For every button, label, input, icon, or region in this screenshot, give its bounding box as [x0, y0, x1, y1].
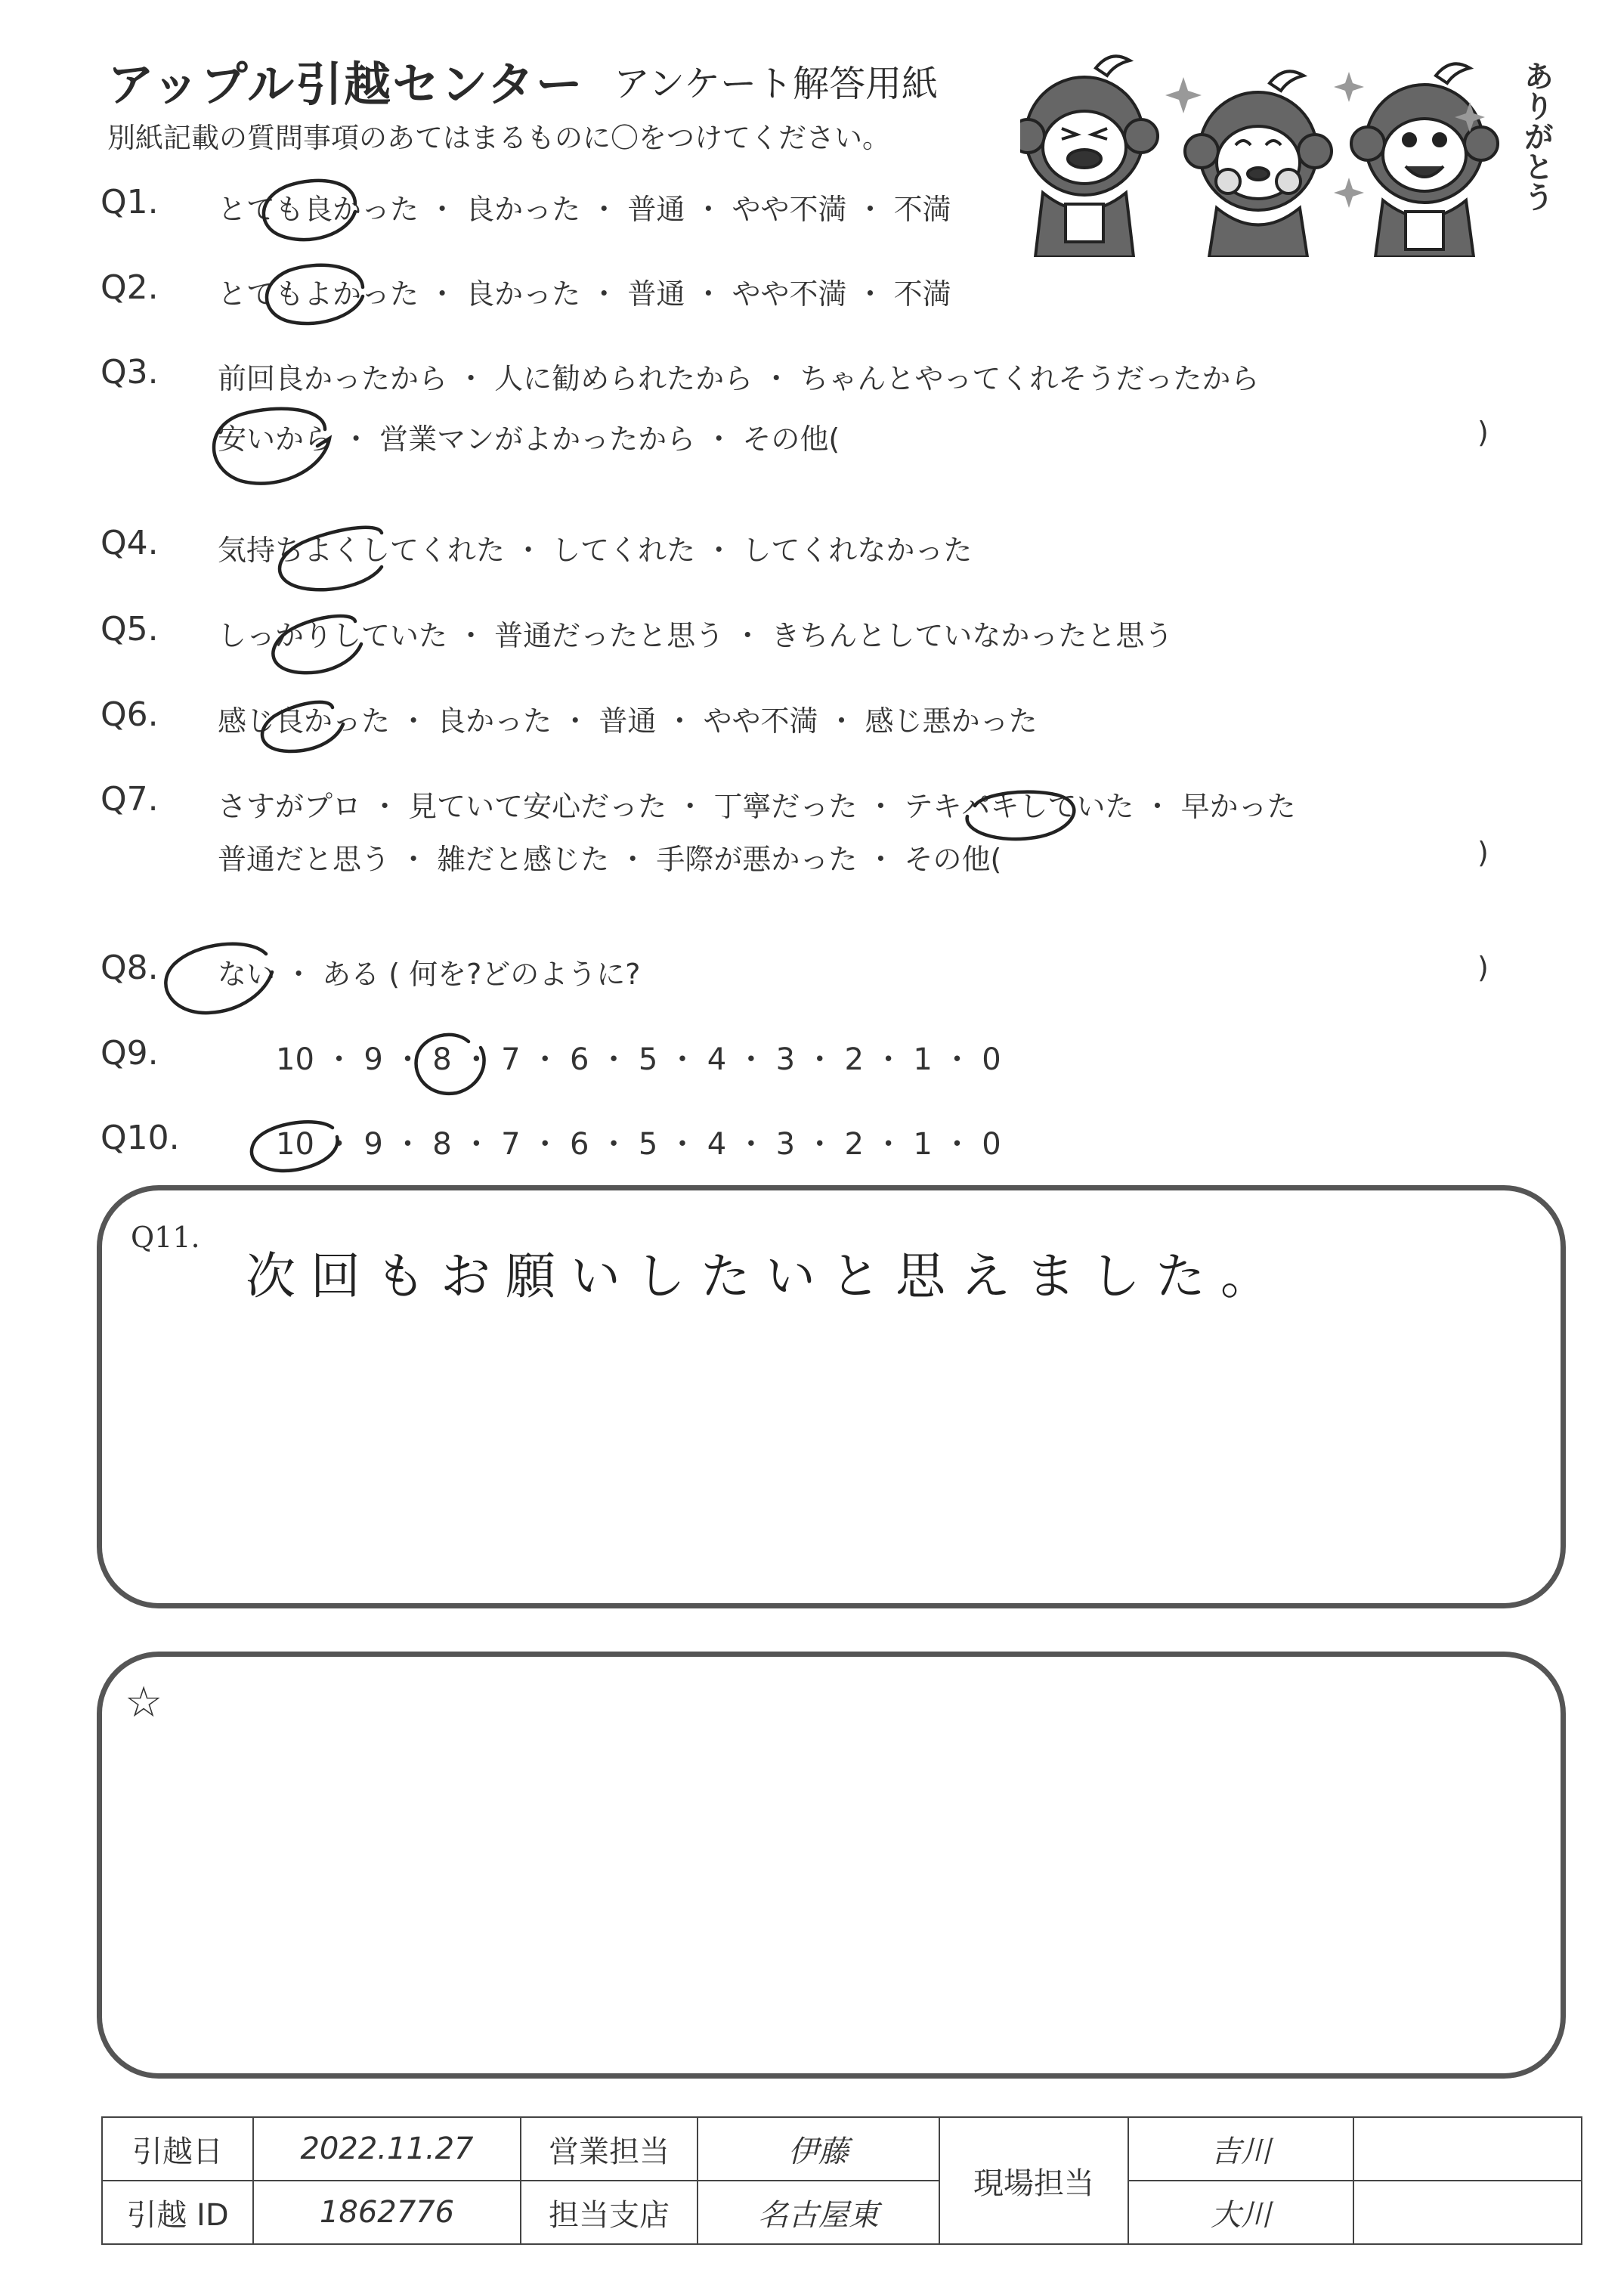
q8-options: ない ・ ある ( 何を?どのように? — [218, 958, 641, 991]
company-title: アップル引越センター — [107, 57, 584, 112]
sales-rep-value: 伊藤 — [698, 2117, 939, 2181]
move-info-table — [101, 2116, 1582, 2245]
q6-label: Q6. — [101, 695, 159, 734]
q5-label: Q5. — [101, 610, 159, 649]
q9-label: Q9. — [101, 1034, 159, 1073]
q11-comment-box[interactable] — [97, 1185, 1566, 1608]
mascot-thanks-text: ありがとう — [1519, 60, 1554, 212]
q8-label: Q8. — [101, 949, 159, 987]
q4-options: 気持ちよくしてくれた ・ してくれた ・ してくれなかった — [218, 534, 973, 567]
move-date-label: 引越日 — [102, 2117, 253, 2181]
q1-label: Q1. — [101, 183, 159, 221]
branch-value: 名古屋東 — [698, 2181, 939, 2244]
site-staff-1: 吉川 — [1128, 2117, 1353, 2181]
q8-close-paren: ) — [1477, 951, 1489, 984]
move-date-value: 2022.11.27 — [253, 2117, 521, 2181]
site-staff-2: 大川 — [1128, 2181, 1353, 2244]
q7-close-paren: ) — [1477, 836, 1489, 869]
move-id-value: 1862776 — [253, 2181, 521, 2244]
star-comment-box[interactable] — [97, 1652, 1566, 2079]
empty-cell-1 — [1353, 2117, 1582, 2181]
q7-options-line2: 普通だと思う ・ 雑だと感じた ・ 手際が悪かった ・ その他( — [218, 843, 1002, 876]
q3-label: Q3. — [101, 353, 159, 392]
q9-scale: 10 ・ 9 ・ 8 ・ 7 ・ 6 ・ 5 ・ 4 ・ 3 ・ 2 ・ 1 ・ 0 — [276, 1042, 1001, 1077]
q10-label: Q10. — [101, 1119, 180, 1157]
q11-handwritten-answer: 次回もお願いしたいと思えました。 — [246, 1247, 1285, 1305]
q4-label: Q4. — [101, 524, 159, 562]
q1-options: とても良かった ・ 良かった ・ 普通 ・ やや不満 ・ 不満 — [218, 193, 951, 226]
form-subtitle: アンケート解答用紙 — [614, 63, 939, 105]
mascot-illustration — [1020, 45, 1564, 257]
q6-options: 感じ良かった ・ 良かった ・ 普通 ・ やや不満 ・ 感じ悪かった — [218, 704, 1038, 738]
q11-label: Q11. — [131, 1221, 200, 1254]
empty-cell-2 — [1353, 2181, 1582, 2244]
q7-label: Q7. — [101, 780, 159, 819]
move-id-label: 引越 ID — [102, 2181, 253, 2244]
q5-options: しっかりしていた ・ 普通だったと思う ・ きちんとしていなかったと思う — [218, 619, 1174, 652]
q10-scale: 10 ・ 9 ・ 8 ・ 7 ・ 6 ・ 5 ・ 4 ・ 3 ・ 2 ・ 1 ・ 0 — [276, 1127, 1001, 1162]
q3-options-line1: 前回良かったから ・ 人に勧められたから ・ ちゃんとやってくれそうだったから — [218, 362, 1260, 395]
q7-options-line1: さすがプロ ・ 見ていて安心だった ・ 丁寧だった ・ テキパキしていた ・ 早かった — [218, 790, 1296, 823]
site-staff-label: 現場担当 — [939, 2117, 1128, 2244]
branch-label: 担当支店 — [521, 2181, 698, 2244]
instruction-text: 別紙記載の質問事項のあてはまるものに〇をつけてください。 — [107, 122, 890, 154]
star-label: ☆ — [125, 1678, 163, 1727]
q3-close-paren: ) — [1477, 416, 1489, 449]
q2-label: Q2. — [101, 268, 159, 307]
q3-options-line2: 安いから ・ 営業マンがよかったから ・ その他( — [218, 423, 840, 456]
q2-options: とてもよかった ・ 良かった ・ 普通 ・ やや不満 ・ 不満 — [218, 277, 951, 311]
sales-rep-label: 営業担当 — [521, 2117, 698, 2181]
